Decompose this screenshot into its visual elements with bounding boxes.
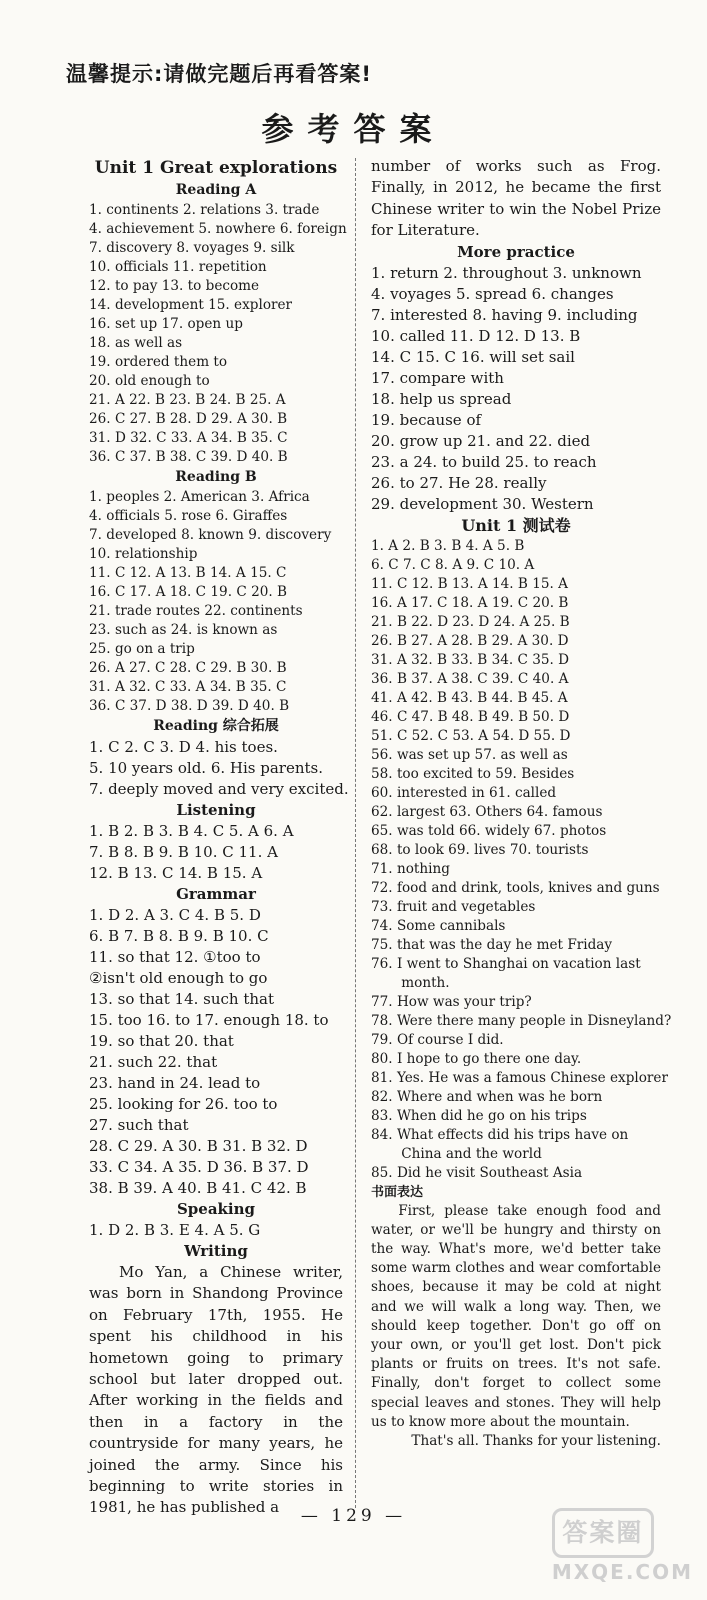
answer-line: 25. go on a trip [89, 641, 195, 657]
answer-line: 58. too excited to 59. Besides [371, 765, 575, 782]
watermark-url: MXQE.COM [551, 1560, 693, 1584]
answer-line: 7. deeply moved and very excited. [89, 780, 349, 798]
answer-line: 38. B 39. A 40. B 41. C 42. B [89, 1179, 307, 1197]
answer-line: 76. I went to Shanghai on vacation last [371, 955, 641, 972]
section-heading-reading-b: Reading B [175, 469, 257, 485]
writing-paragraph: Mo Yan, a Chinese writer, was born in Shandong Province on February 17th, 1955. He spent his childhood in his hometown going to primary school but later dropped out. After working in the fields and then in a factory in the countryside for many years, he joined the army. Since his beginning to write stories in 1981, he has published a [89, 1263, 343, 1517]
answer-line: 56. was set up 57. as well as [371, 746, 568, 763]
unit-title: Unit 1 Great explorations [94, 158, 338, 178]
answer-line: 20. grow up 21. and 22. died [371, 431, 591, 450]
answer-line: 31. A 32. C 33. A 34. B 35. C [89, 679, 287, 695]
page-title: 参考答案 [261, 110, 446, 148]
reading-a-answers [89, 201, 347, 467]
answer-line: 31. D 32. C 33. A 34. B 35. C [89, 430, 288, 446]
answer-line: 36. C 37. D 38. D 39. D 40. B [89, 698, 290, 714]
answer-line: 5. 10 years old. 6. His parents. [89, 759, 324, 777]
answer-line: 4. officials 5. rose 6. Giraffes [89, 508, 288, 524]
answer-line: 62. largest 63. Others 64. famous [371, 803, 603, 820]
section-heading-grammar: Grammar [176, 885, 256, 903]
answer-line: 28. C 29. A 30. B 31. B 32. D [89, 1137, 308, 1155]
answer-line: 26. to 27. He 28. really [371, 473, 547, 492]
answer-line: 21. such 22. that [89, 1053, 218, 1071]
answer-line: 21. B 22. D 23. D 24. A 25. B [371, 613, 570, 630]
answer-line: 79. Of course I did. [371, 1031, 504, 1048]
answer-line: 78. Were there many people in Disneyland? [371, 1012, 672, 1029]
section-heading-listening: Listening [176, 801, 256, 819]
answer-line: 84. What effects did his trips have on [371, 1126, 629, 1143]
notice-banner: 温馨提示:请做完题后再看答案! [66, 62, 372, 86]
answer-line: 12. to pay 13. to become [89, 278, 260, 294]
answer-line: 26. A 27. C 28. C 29. B 30. B [89, 660, 287, 676]
section-heading-speaking: Speaking [176, 1200, 256, 1218]
unit-test-answers [371, 537, 672, 1183]
answer-line: 7. discovery 8. voyages 9. silk [89, 240, 295, 256]
answer-line: 13. so that 14. such that [89, 990, 275, 1008]
answer-line: 16. C 17. A 18. C 19. C 20. B [89, 584, 287, 600]
answer-line: 18. as well as [89, 335, 183, 351]
answer-line: 82. Where and when was he born [371, 1088, 603, 1105]
answer-line: 21. A 22. B 23. B 24. B 25. A [89, 392, 286, 408]
answer-line: 10. officials 11. repetition [89, 259, 267, 275]
answer-line: 46. C 47. B 48. B 49. B 50. D [371, 708, 570, 725]
answer-line: 11. C 12. B 13. A 14. B 15. A [371, 575, 568, 592]
reading-ext-answers [89, 737, 349, 800]
unit-test-heading: Unit 1 测试卷 [461, 515, 571, 535]
answer-line: 65. was told 66. widely 67. photos [371, 822, 607, 839]
column-divider [355, 158, 356, 1508]
answer-line: 11. C 12. A 13. B 14. A 15. C [89, 565, 287, 581]
answer-line: 1. A 2. B 3. B 4. A 5. B [371, 537, 525, 554]
answer-line: 26. C 27. B 28. D 29. A 30. B [89, 411, 288, 427]
answer-line: 36. B 37. A 38. C 39. C 40. A [371, 670, 569, 687]
answer-line: 20. old enough to [89, 373, 210, 389]
answer-line: 51. C 52. C 53. A 54. D 55. D [371, 727, 571, 744]
section-heading-more-practice: More practice [457, 242, 575, 261]
answer-line: ②isn't old enough to go [89, 969, 268, 987]
answer-line: 15. too 16. to 17. enough 18. to [89, 1011, 329, 1029]
answer-line: 7. interested 8. having 9. including [371, 305, 638, 324]
answer-line: 1. continents 2. relations 3. trade [89, 202, 320, 218]
answer-line: China and the world [371, 1145, 542, 1162]
answer-line: 1. B 2. B 3. B 4. C 5. A 6. A [89, 822, 294, 840]
written-expression-label: 书面表达 [371, 1184, 424, 1200]
answer-line: 19. ordered them to [89, 354, 228, 370]
answer-line: 21. trade routes 22. continents [89, 603, 303, 619]
answer-line: 1. peoples 2. American 3. Africa [89, 489, 310, 505]
answer-line: 36. C 37. B 38. C 39. D 40. B [89, 449, 288, 465]
answer-line: 1. D 2. B 3. E 4. A 5. G [89, 1221, 261, 1239]
answer-line: 41. A 42. B 43. B 44. B 45. A [371, 689, 568, 706]
answer-line: 29. development 30. Western [371, 494, 594, 513]
answer-line: 25. looking for 26. too to [89, 1095, 278, 1113]
answer-line: 10. relationship [89, 546, 198, 562]
written-expression-paragraph: First, please take enough food and water, or we'll be hungry and thirsty on the way. What's more, we'd better take some warm clothes and wear comfortable shoes, because it may be cold at night and we will walk a long way. Then, we should keep together. Don't go off on your own, or you'll get lost. Don't pick plants or fruits on trees. It's not safe. Finally, don't forget to collect some special leaves and stones. They will help us to know more about the mountain. [371, 1202, 661, 1430]
answer-line: 19. because of [371, 410, 482, 429]
answer-line: 7. developed 8. known 9. discovery [89, 527, 332, 543]
answer-line: 71. nothing [371, 860, 450, 877]
answer-line: 31. A 32. B 33. B 34. C 35. D [371, 651, 570, 668]
answer-line: 33. C 34. A 35. D 36. B 37. D [89, 1158, 309, 1176]
section-heading-reading-ext: Reading 综合拓展 [153, 718, 279, 734]
answer-line: 16. set up 17. open up [89, 316, 243, 332]
answer-line: 16. A 17. C 18. A 19. C 20. B [371, 594, 569, 611]
answer-line: 85. Did he visit Southeast Asia [371, 1164, 583, 1181]
answer-line: 23. such as 24. is known as [89, 622, 278, 638]
answer-line: 6. B 7. B 8. B 9. B 10. C [89, 927, 269, 945]
speaking-answers [89, 1220, 343, 1241]
answer-line: 68. to look 69. lives 70. tourists [371, 841, 589, 858]
reading-b-answers [89, 488, 343, 716]
answer-line: 7. B 8. B 9. B 10. C 11. A [89, 843, 278, 861]
answer-line: 11. so that 12. ①too to [89, 948, 261, 966]
section-heading-reading-a: Reading A [175, 182, 257, 198]
answer-line: 73. fruit and vegetables [371, 898, 536, 915]
grammar-answers [89, 905, 343, 1199]
watermark-logo: 答案圈 [552, 1508, 654, 1558]
left-column [89, 156, 349, 1519]
answer-line: 1. D 2. A 3. C 4. B 5. D [89, 906, 261, 924]
answer-line: 17. compare with [371, 368, 504, 387]
answer-line: 72. food and drink, tools, knives and guns [371, 879, 660, 896]
answer-line: 14. development 15. explorer [89, 297, 293, 313]
answer-line: month. [371, 974, 450, 991]
answer-line: 10. called 11. D 12. D 13. B [371, 326, 581, 345]
answer-line: 1. C 2. C 3. D 4. his toes. [89, 738, 278, 756]
page-number: — 129 — [300, 1506, 407, 1526]
writing-paragraph-continued: number of works such as Frog. Finally, in 2012, he became the first Chinese writer to win the Nobel Prize for Literature. [371, 157, 661, 240]
answer-line: 60. interested in 61. called [371, 784, 557, 801]
answer-line: 4. achievement 5. nowhere 6. foreign [89, 221, 347, 237]
answer-line: 18. help us spread [371, 389, 512, 408]
section-heading-writing: Writing [184, 1242, 248, 1260]
answer-line: 83. When did he go on his trips [371, 1107, 587, 1124]
more-practice-answers [371, 263, 661, 515]
answer-line: 77. How was your trip? [371, 993, 532, 1010]
right-column [371, 156, 672, 1451]
answer-line: 14. C 15. C 16. will set sail [371, 347, 575, 366]
watermark [552, 1508, 693, 1584]
answer-line: 27. such that [89, 1116, 189, 1134]
answer-line: 1. return 2. throughout 3. unknown [371, 263, 642, 282]
answer-line: 23. hand in 24. lead to [89, 1074, 261, 1092]
answer-line: 4. voyages 5. spread 6. changes [371, 284, 614, 303]
written-expression-closing: That's all. Thanks for your listening. [411, 1433, 661, 1450]
answer-line: 75. that was the day he met Friday [371, 936, 613, 953]
answer-line: 6. C 7. C 8. A 9. C 10. A [371, 556, 535, 573]
answer-line: 74. Some cannibals [371, 917, 506, 934]
answer-line: 81. Yes. He was a famous Chinese explorer [371, 1069, 668, 1086]
answer-line: 23. a 24. to build 25. to reach [371, 452, 597, 471]
listening-answers [89, 821, 343, 884]
answer-line: 80. I hope to go there one day. [371, 1050, 582, 1067]
answer-line: 12. B 13. C 14. B 15. A [89, 864, 263, 882]
answer-line: 26. B 27. A 28. B 29. A 30. D [371, 632, 569, 649]
answer-line: 19. so that 20. that [89, 1032, 234, 1050]
